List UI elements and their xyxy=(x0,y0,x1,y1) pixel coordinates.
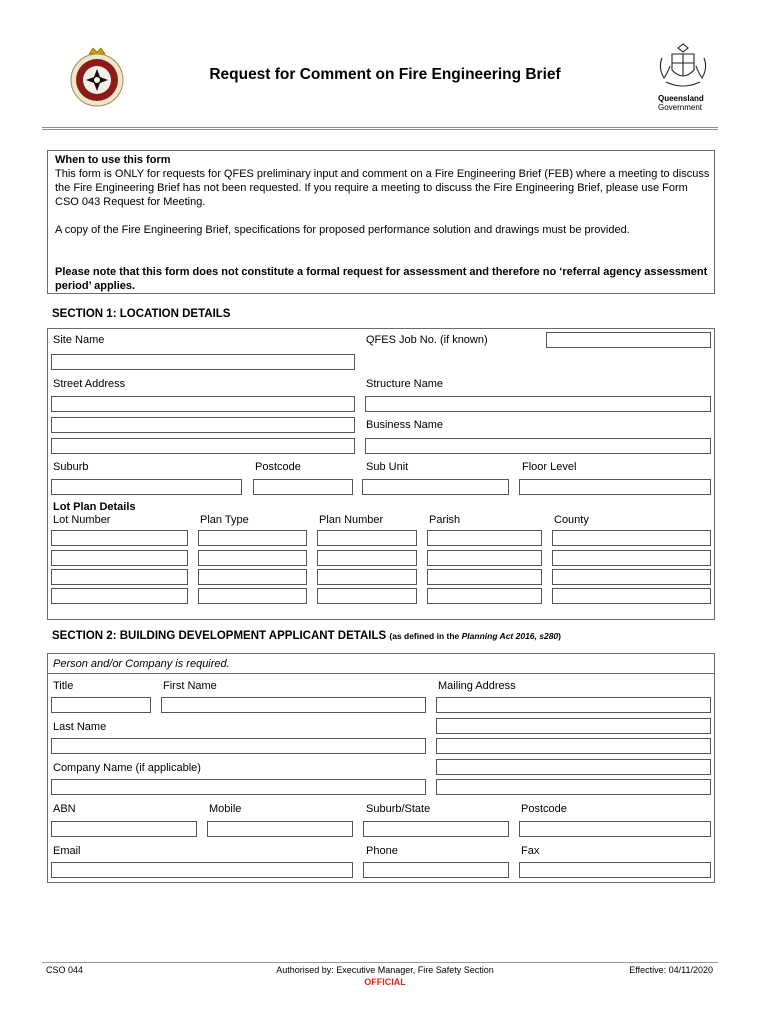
street-address-input-1[interactable] xyxy=(51,396,355,412)
county-input-3[interactable] xyxy=(552,569,711,585)
plan-type-input-4[interactable] xyxy=(198,588,307,604)
plan-type-input-3[interactable] xyxy=(198,569,307,585)
section2-heading xyxy=(52,630,561,642)
county-input-1[interactable] xyxy=(552,530,711,546)
lot-number-input-1[interactable] xyxy=(51,530,188,546)
section2-heading-note xyxy=(389,631,561,641)
lot-number-input-3[interactable] xyxy=(51,569,188,585)
first-name-input[interactable] xyxy=(161,697,426,713)
title-input[interactable] xyxy=(51,697,151,713)
fax-label: Fax xyxy=(521,845,540,857)
phone-input[interactable] xyxy=(363,862,509,878)
county-input-4[interactable] xyxy=(552,588,711,604)
qfes-job-no-input[interactable] xyxy=(546,332,711,348)
mobile-input[interactable] xyxy=(207,821,353,837)
header-divider xyxy=(42,127,718,130)
footer-effective-date: Effective: 04/11/2020 xyxy=(629,965,713,975)
suburb-input[interactable] xyxy=(51,479,242,495)
sub-unit-label: Sub Unit xyxy=(366,461,409,473)
section1-box xyxy=(47,328,715,620)
applicant-postcode-input[interactable] xyxy=(519,821,711,837)
mailing-address-input-5[interactable] xyxy=(436,779,711,795)
mailing-address-input-2[interactable] xyxy=(436,718,711,734)
qfes-job-no-label: QFES Job No. (if known) xyxy=(366,334,488,346)
mailing-address-input-4[interactable] xyxy=(436,759,711,775)
suburb-state-label: Suburb/State xyxy=(366,803,431,815)
plan-number-input-1[interactable] xyxy=(317,530,417,546)
email-label: Email xyxy=(53,845,81,857)
abn-label: ABN xyxy=(53,803,76,815)
qld-logo-line2: Government xyxy=(658,103,703,112)
intro-box xyxy=(47,150,715,294)
site-name-label: Site Name xyxy=(53,334,105,346)
email-input[interactable] xyxy=(51,862,353,878)
page-title: Request for Comment on Fire Engineering Brief xyxy=(209,66,561,83)
last-name-label: Last Name xyxy=(53,721,107,733)
mailing-address-input-1[interactable] xyxy=(436,697,711,713)
plan-number-input-4[interactable] xyxy=(317,588,417,604)
postcode-label: Postcode xyxy=(255,461,301,473)
section2-note-prefix: (as defined in the xyxy=(389,631,462,641)
suburb-state-input[interactable] xyxy=(363,821,509,837)
lot-number-label: Lot Number xyxy=(53,514,111,526)
lot-number-input-4[interactable] xyxy=(51,588,188,604)
fax-input[interactable] xyxy=(519,862,711,878)
parish-input-1[interactable] xyxy=(427,530,542,546)
section2-note-suffix: ) xyxy=(558,631,562,641)
street-address-input-2[interactable] xyxy=(51,417,355,433)
parish-input-4[interactable] xyxy=(427,588,542,604)
qld-logo-line1: Queensland xyxy=(658,94,704,103)
postcode-input[interactable] xyxy=(253,479,353,495)
parish-input-2[interactable] xyxy=(427,550,542,566)
intro-paragraph-1: This form is ONLY for requests for QFES preliminary input and comment on a Fire Engineering Brief (FEB) where a meeting to discuss the Fire Engineering Brief has not been requested. If you require a meeting to discuss the Fire Engineering Brief, please use Form CSO 043 Request for Meeting. xyxy=(55,168,710,208)
plan-number-input-3[interactable] xyxy=(317,569,417,585)
plan-type-input-1[interactable] xyxy=(198,530,307,546)
required-note-row xyxy=(48,654,714,674)
section1-heading: SECTION 1: LOCATION DETAILS xyxy=(52,308,231,320)
mailing-address-label: Mailing Address xyxy=(438,680,516,692)
business-name-input[interactable] xyxy=(365,438,711,454)
abn-input[interactable] xyxy=(51,821,197,837)
required-note: Person and/or Company is required. xyxy=(53,658,230,670)
plan-type-label: Plan Type xyxy=(200,514,249,526)
sub-unit-input[interactable] xyxy=(362,479,509,495)
floor-level-input[interactable] xyxy=(519,479,711,495)
company-name-label: Company Name (if applicable) xyxy=(53,762,201,774)
parish-input-3[interactable] xyxy=(427,569,542,585)
intro-paragraph-2: A copy of the Fire Engineering Brief, specifications for proposed performance solution and drawings must be provided. xyxy=(55,224,630,236)
applicant-postcode-label: Postcode xyxy=(521,803,567,815)
floor-level-label: Floor Level xyxy=(522,461,577,473)
lot-number-input-2[interactable] xyxy=(51,550,188,566)
suburb-label: Suburb xyxy=(53,461,89,473)
structure-name-input[interactable] xyxy=(365,396,711,412)
footer-official: OFFICIAL xyxy=(364,977,406,987)
section2-note-act: Planning Act 2016, s280 xyxy=(461,631,559,641)
parish-label: Parish xyxy=(429,514,461,526)
plan-number-label: Plan Number xyxy=(319,514,384,526)
section2-box xyxy=(47,653,715,883)
plan-type-input-2[interactable] xyxy=(198,550,307,566)
intro-paragraph-3: Please note that this form does not constitute a formal request for assessment and therefore no ‘referral agency assessment period’ applies. xyxy=(55,266,708,292)
street-address-label: Street Address xyxy=(53,378,126,390)
company-name-input[interactable] xyxy=(51,779,426,795)
mailing-address-input-3[interactable] xyxy=(436,738,711,754)
title-label: Title xyxy=(53,680,74,692)
site-name-input[interactable] xyxy=(51,354,355,370)
section2-heading-text: SECTION 2: BUILDING DEVELOPMENT APPLICANT DETAILS xyxy=(52,630,387,642)
business-name-label: Business Name xyxy=(366,419,444,431)
first-name-label: First Name xyxy=(163,680,217,692)
county-input-2[interactable] xyxy=(552,550,711,566)
footer-authorised-by: Authorised by: Executive Manager, Fire Safety Section xyxy=(276,965,494,975)
footer-divider xyxy=(42,962,718,963)
footer-form-code: CSO 044 xyxy=(46,965,84,975)
plan-number-input-2[interactable] xyxy=(317,550,417,566)
structure-name-label: Structure Name xyxy=(366,378,444,390)
lot-plan-details-label: Lot Plan Details xyxy=(53,501,136,513)
last-name-input[interactable] xyxy=(51,738,426,754)
county-label: County xyxy=(554,514,589,526)
mobile-label: Mobile xyxy=(209,803,242,815)
intro-heading: When to use this form xyxy=(55,154,171,166)
queensland-government-logo xyxy=(652,42,714,114)
phone-label: Phone xyxy=(366,845,398,857)
street-address-input-3[interactable] xyxy=(51,438,355,454)
